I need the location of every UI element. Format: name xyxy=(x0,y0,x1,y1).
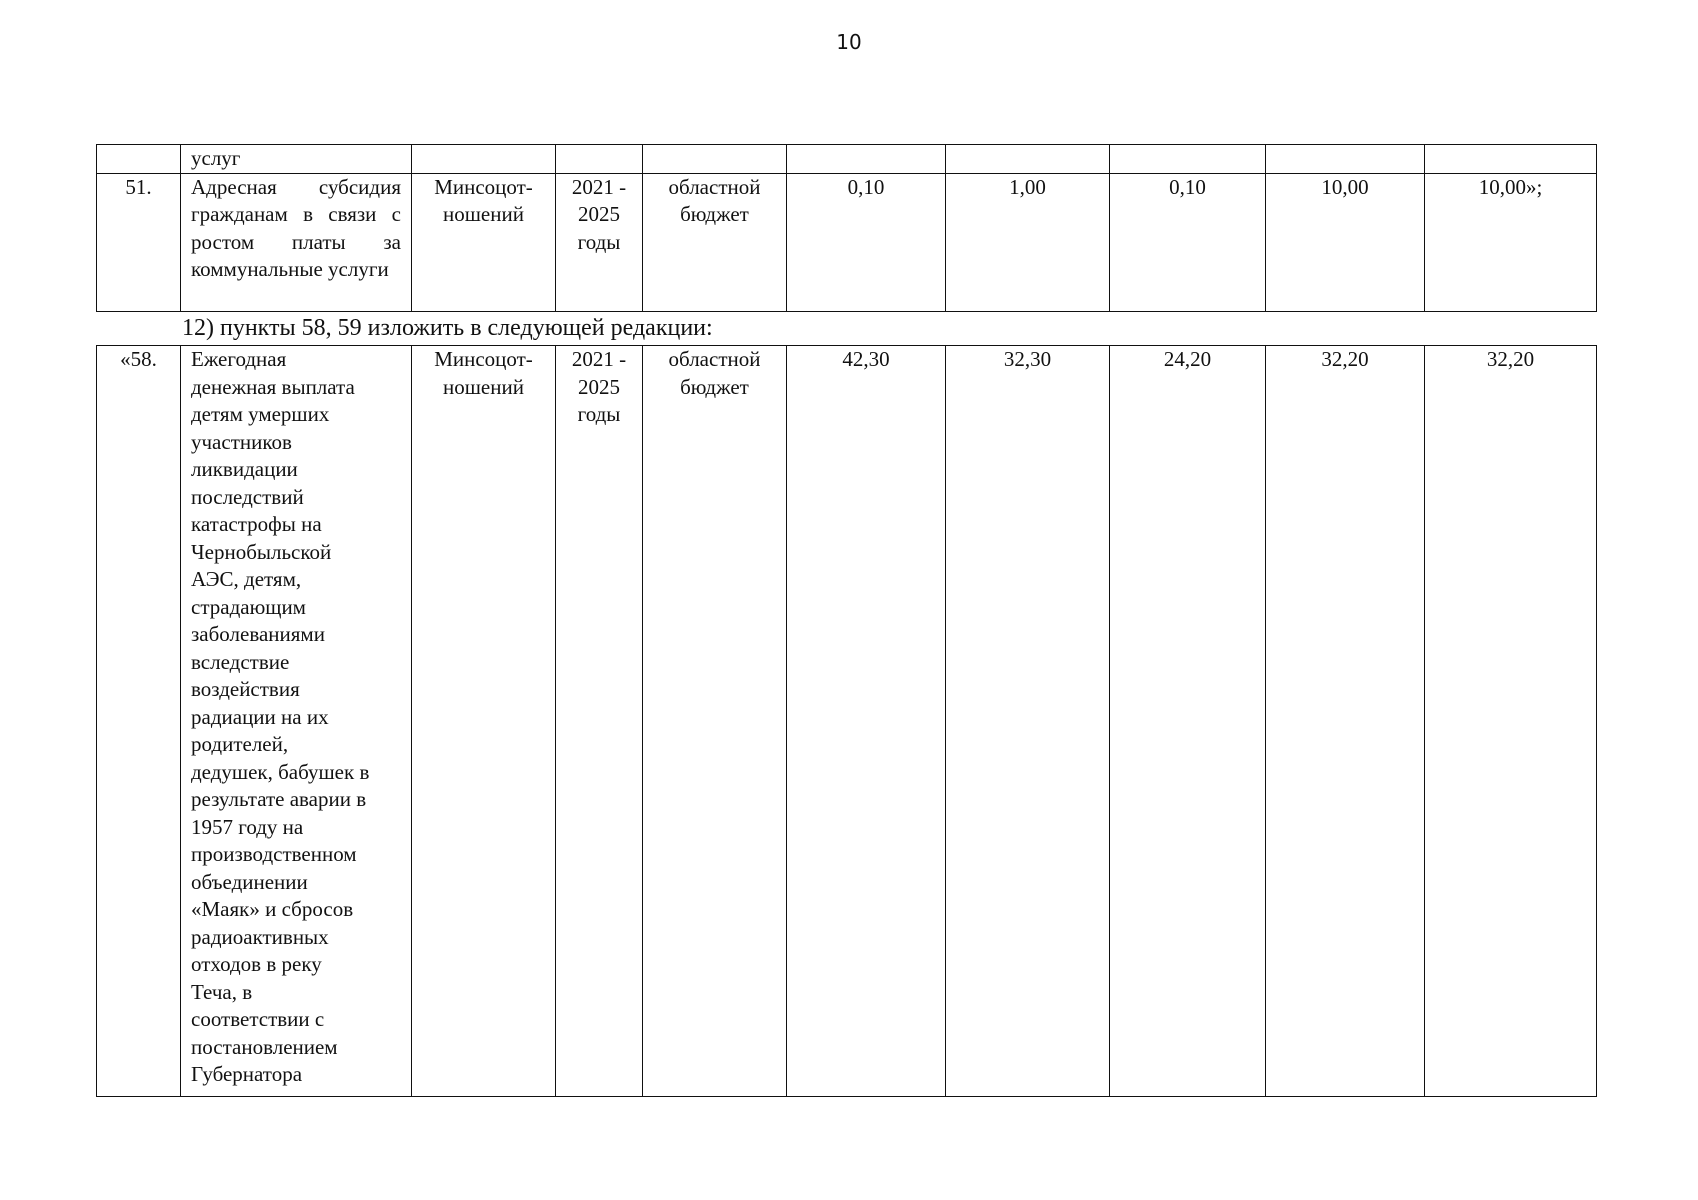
cell-num: «58. xyxy=(97,346,181,1097)
cell-value-1 xyxy=(787,145,946,174)
cell-value-2: 32,30 xyxy=(946,346,1110,1097)
name-line: Теча, в xyxy=(191,979,253,1004)
name-line: дедушек, бабушек в xyxy=(191,759,370,784)
table-row-continuation xyxy=(97,145,1597,174)
name-line: постановлением xyxy=(191,1034,338,1059)
table-row-51 xyxy=(97,173,1597,311)
cell-name xyxy=(181,346,412,1097)
cell-num: 51. xyxy=(97,173,181,311)
name-line: ликвидации xyxy=(191,457,298,481)
name-line: производственном xyxy=(191,842,357,866)
name-line: участников xyxy=(191,429,292,454)
cell-num xyxy=(97,145,181,174)
cell-source: областной бюджет xyxy=(643,173,787,311)
name-line: соответствии с xyxy=(191,1007,325,1031)
cell-value-2: 1,00 xyxy=(946,173,1110,311)
cell-name: Адресная субсидия гражданам в связи с ростом платы за коммунальные услуги xyxy=(181,173,412,311)
name-line: радиоактивных xyxy=(191,924,329,949)
cell-value-3: 24,20 xyxy=(1110,346,1266,1097)
page-number: 10 xyxy=(836,30,862,54)
name-line: вследствие xyxy=(191,649,290,674)
name-line: «Маяк» и сбросов xyxy=(191,897,354,921)
cell-value-3 xyxy=(1110,145,1266,174)
name-line: заболеваниями xyxy=(191,622,325,646)
cell-value-5 xyxy=(1425,145,1597,174)
name-line: детям умерших xyxy=(191,402,330,426)
cell-value-4 xyxy=(1266,145,1425,174)
amendment-intro-text: 12) пункты 58, 59 изложить в следующей редакции: xyxy=(182,315,713,341)
name-line: радиации на их xyxy=(191,704,329,729)
cell-executor xyxy=(412,145,556,174)
name-line: воздействия xyxy=(191,677,300,701)
program-table-bottom xyxy=(96,345,1597,1097)
name-line: Чернобыльской xyxy=(191,539,332,564)
name-line: Ежегодная xyxy=(191,347,287,371)
cell-source xyxy=(643,145,787,174)
cell-period xyxy=(556,145,643,174)
name-line: АЭС, детям, xyxy=(191,567,302,591)
cell-value-4: 32,20 xyxy=(1266,346,1425,1097)
name-line: Губернатора xyxy=(191,1062,303,1086)
name-line: последствий xyxy=(191,484,304,509)
name-line: страдающим xyxy=(191,594,306,619)
cell-value-5: 32,20 xyxy=(1425,346,1597,1097)
cell-value-1: 0,10 xyxy=(787,173,946,311)
name-line: катастрофы на xyxy=(191,512,322,536)
cell-value-5: 10,00»; xyxy=(1425,173,1597,311)
program-table-top xyxy=(96,144,1597,312)
cell-value-2 xyxy=(946,145,1110,174)
name-line: родителей, xyxy=(191,732,289,756)
cell-period: 2021 - 2025 годы xyxy=(556,346,643,1097)
cell-period: 2021 - 2025 годы xyxy=(556,173,643,311)
cell-name: услуг xyxy=(181,145,412,174)
cell-executor: Минсоцот-ношений xyxy=(412,173,556,311)
name-line: объединении xyxy=(191,869,308,894)
name-line: 1957 году на xyxy=(191,814,304,839)
cell-value-4: 10,00 xyxy=(1266,173,1425,311)
cell-source: областной бюджет xyxy=(643,346,787,1097)
cell-value-1: 42,30 xyxy=(787,346,946,1097)
name-line: результате аварии в xyxy=(191,787,367,811)
cell-executor: Минсоцот-ношений xyxy=(412,346,556,1097)
name-line: отходов в реку xyxy=(191,952,322,976)
cell-value-3: 0,10 xyxy=(1110,173,1266,311)
table-row-58 xyxy=(97,346,1597,1097)
name-line: денежная выплата xyxy=(191,374,355,399)
name-lines xyxy=(191,346,401,1089)
